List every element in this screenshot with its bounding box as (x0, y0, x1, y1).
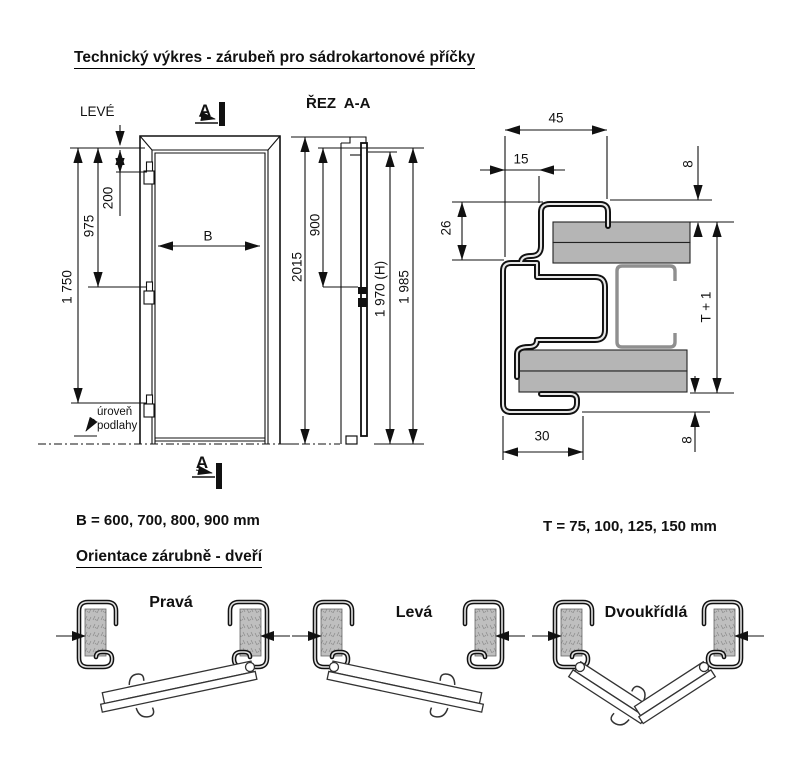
dim-label-45: 45 (548, 110, 564, 126)
dim-label-26: 26 (438, 220, 454, 236)
dim-label-2015: 2015 (289, 251, 305, 283)
front-view-drawing (38, 102, 298, 489)
floor-level-label: úroveň podlahy (97, 406, 138, 433)
hinge-pivot (246, 663, 255, 672)
dim-label-900: 900 (307, 213, 323, 237)
t-sizes-note: T = 75, 100, 125, 150 mm (543, 518, 717, 535)
dim-label-200: 200 (100, 186, 116, 210)
dim-label-8-bottom: 8 (679, 436, 695, 444)
orientation-label-leva: Levá (395, 604, 433, 621)
dim-label-975: 975 (81, 214, 97, 238)
dim-label-1985: 1 985 (396, 270, 412, 304)
page-title: Technický výkres - zárubeň pro sádrokartonové příčky (74, 49, 475, 69)
c-stud-profile (617, 266, 675, 347)
dim-label-1750: 1 750 (59, 270, 75, 304)
section-letter-bottom: A (195, 453, 209, 472)
cross-section-drawing (452, 130, 734, 460)
dim-label-8-top: 8 (680, 160, 696, 168)
b-sizes-note: B = 600, 700, 800, 900 mm (76, 512, 260, 529)
section-view-title: ŘEZ A-A (306, 95, 371, 112)
side-label-leve: LEVÉ (80, 104, 115, 119)
dim-label-b: B (203, 228, 213, 244)
dim-label-1970: 1 970 (H) (372, 260, 388, 318)
dim-label-15: 15 (513, 151, 529, 167)
section-letter-top: A (198, 101, 212, 120)
orientation-label-prava: Pravá (149, 594, 193, 611)
orientation-heading: Orientace zárubně - dveří (76, 548, 262, 568)
plasterboard-top (553, 222, 690, 243)
hinge-bottom (144, 395, 154, 417)
plasterboard-bottom (519, 350, 687, 371)
lock-mark (358, 287, 367, 294)
dim-label-t-plus-1: T + 1 (698, 291, 714, 323)
hinge-pivot (700, 663, 709, 672)
orientation-diagram-prava (56, 602, 290, 726)
hinge-pivot (576, 663, 585, 672)
hinge-middle (144, 282, 154, 304)
floor-datum-symbol (74, 419, 97, 436)
hinge-pivot (330, 663, 339, 672)
dim-label-30: 30 (534, 428, 550, 444)
door-handle (127, 673, 144, 685)
hinge-top (144, 162, 154, 184)
orientation-label-dvoukridla: Dvoukřídlá (604, 604, 688, 621)
